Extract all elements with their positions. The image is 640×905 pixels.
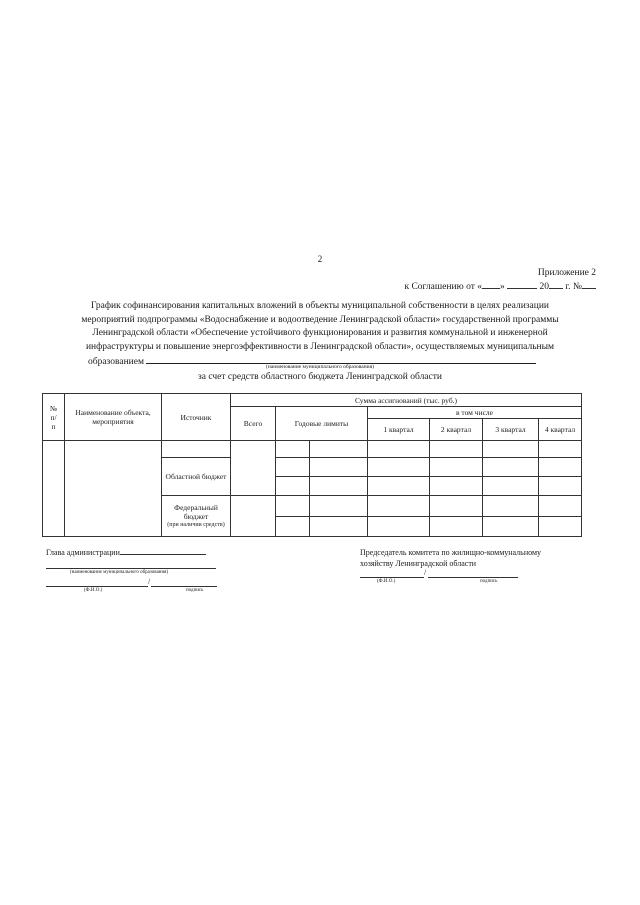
table-cell[interactable] <box>276 441 310 458</box>
title-line: инфраструктуры и повышение энергоэффективности в Ленинградской области», осуществляемых муниципальным <box>85 341 555 352</box>
municipality-fill-line[interactable] <box>146 354 536 364</box>
table-cell[interactable] <box>483 477 539 496</box>
header-including: в том числе <box>368 407 582 419</box>
title-line: образованием <box>40 354 600 370</box>
table-cell[interactable] <box>539 441 582 458</box>
header-source: Источник <box>162 394 231 441</box>
table-cell[interactable] <box>276 517 310 537</box>
sign-line-right[interactable] <box>428 577 518 578</box>
title-line: График софинансирования капитальных вложений в объекты муниципальной собственности в целях реализации <box>90 301 550 311</box>
appendix-header <box>404 266 596 294</box>
table-cell[interactable] <box>539 458 582 477</box>
table-cell[interactable] <box>483 441 539 458</box>
slash-separator: / <box>148 577 151 586</box>
table-cell[interactable] <box>310 496 368 517</box>
table-cell[interactable] <box>368 477 430 496</box>
table-cell[interactable] <box>310 458 368 477</box>
header-sum: Сумма ассигнований (тыс. руб.) <box>231 394 582 407</box>
org-name-line[interactable] <box>46 568 216 569</box>
table-cell[interactable] <box>539 517 582 537</box>
table-cell[interactable] <box>276 477 310 496</box>
table-cell[interactable] <box>310 517 368 537</box>
header-annual-limits: Годовые лимиты <box>276 407 368 441</box>
header-number: № п/ п <box>43 394 65 441</box>
table-cell[interactable] <box>368 441 430 458</box>
signature-head-line[interactable] <box>120 554 206 555</box>
table-cell[interactable] <box>430 458 483 477</box>
table-cell[interactable] <box>310 477 368 496</box>
caption-org-name: (наименование муниципального образования) <box>70 570 169 575</box>
caption-fio-left: (Ф.И.О.) <box>84 588 103 593</box>
signature-head-administration: Глава администрации <box>46 548 206 557</box>
document-subtitle: за счет средств областного бюджета Ленинградской области <box>198 372 442 382</box>
title-line: Ленинградской области «Обеспечение устойчивого функционирования и развития коммунальной и инженерной <box>92 328 548 338</box>
cofinancing-table <box>42 393 582 537</box>
table-cell[interactable] <box>276 458 310 477</box>
header-object-name: Наименование объекта, мероприятия <box>65 394 162 441</box>
header-q4: 4 квартал <box>539 419 582 441</box>
table-cell[interactable] <box>483 458 539 477</box>
table-cell[interactable] <box>276 496 310 517</box>
header-q2: 2 квартал <box>430 419 483 441</box>
table-cell[interactable] <box>368 517 430 537</box>
header-total: Всего <box>231 407 276 441</box>
appendix-title: Приложение 2 <box>537 268 596 278</box>
sign-line-left[interactable] <box>151 586 217 587</box>
table-cell[interactable] <box>310 441 368 458</box>
table-cell[interactable] <box>368 458 430 477</box>
table-cell[interactable] <box>430 517 483 537</box>
fio-line-left[interactable] <box>46 586 148 587</box>
header-q3: 3 квартал <box>483 419 539 441</box>
table-cell[interactable] <box>483 517 539 537</box>
caption-sign-left: подпись <box>186 588 204 593</box>
cell-object-name[interactable] <box>65 441 162 537</box>
agreement-reference: к Соглашению от « » 20 г. № <box>404 280 596 294</box>
cell-source-empty <box>162 441 231 458</box>
table-cell[interactable] <box>430 441 483 458</box>
table-cell[interactable] <box>368 496 430 517</box>
fio-line-right[interactable] <box>360 577 424 578</box>
caption-fio-right: (Ф.И.О.) <box>377 579 396 584</box>
header-q1: 1 квартал <box>368 419 430 441</box>
table-cell[interactable] <box>430 477 483 496</box>
table-cell[interactable] <box>430 496 483 517</box>
page-number: 2 <box>317 254 323 264</box>
caption-sign-right: подпись <box>480 579 498 584</box>
municipality-caption: (наименование муниципального образования) <box>266 364 374 370</box>
table-cell[interactable] <box>483 496 539 517</box>
cell-number[interactable] <box>43 441 65 537</box>
table-cell[interactable] <box>539 477 582 496</box>
source-regional-budget: Областной бюджет <box>162 458 231 496</box>
document-title <box>40 300 600 370</box>
signature-committee-chair: Председатель комитета по жилищно-коммунальному хозяйству Ленинградской области <box>360 548 542 568</box>
slash-separator: / <box>424 568 427 577</box>
source-federal-budget: Федеральный бюджет (при наличии средств) <box>162 496 231 537</box>
table-cell[interactable] <box>539 496 582 517</box>
title-line: мероприятий подпрограммы «Водоснабжение и водоотведение Ленинградской области» государственной программы <box>81 314 559 325</box>
cell-total-regional[interactable] <box>231 441 276 496</box>
cell-total-federal[interactable] <box>231 496 276 537</box>
